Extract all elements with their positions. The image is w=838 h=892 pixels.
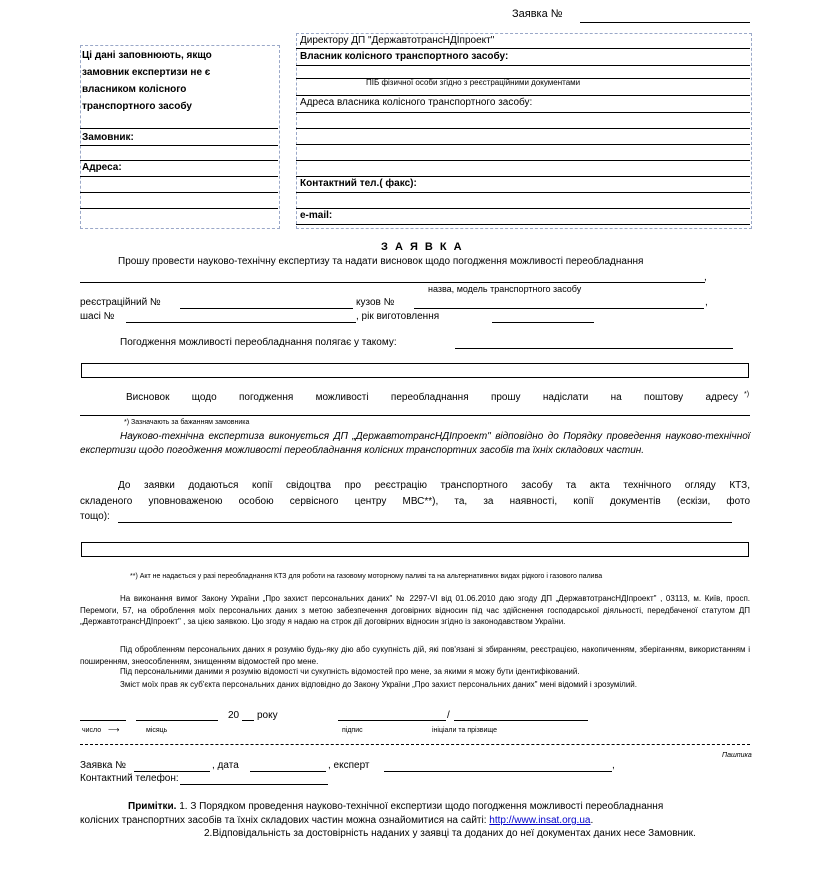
rule [296, 160, 750, 161]
year-field[interactable] [242, 720, 254, 721]
notes-title: Примітки. [128, 801, 177, 812]
conclusion-line: Висновок щодо погодження можливості переобладнання прошу надіслати на поштову адресу [126, 392, 738, 403]
office-application-label: Заявка № [80, 760, 126, 771]
customer-label: Замовник: [82, 132, 134, 143]
slash: / [447, 710, 450, 721]
arrow-icon: ⟶ [108, 725, 120, 734]
owner-address-field[interactable] [296, 112, 750, 113]
footnote-mark: *) [744, 391, 750, 398]
application-title: З А Я В К А [381, 241, 464, 253]
footnote-2: **) Акт не надається у разі переобладнання КТЗ для роботи на газовому моторному паливі та на альтернативних видах рідкого і газового палива [130, 573, 603, 580]
notes [128, 801, 663, 812]
left-note-line: замовник експертизи не є [82, 67, 211, 78]
body-number-label: кузов № [356, 297, 395, 308]
owner-field[interactable] [296, 65, 750, 66]
address-field[interactable] [80, 176, 278, 177]
rule [296, 176, 750, 177]
note-1: 1. З Порядком проведення науково-технічної експертизи щодо погодження можливості переобладнання [179, 801, 664, 812]
year-suffix: року [257, 710, 278, 721]
left-note-line: власником колісного [82, 84, 187, 95]
request-line: Прошу провести науково-технічну експертизу та надати висновок щодо погодження можливості переобладнання [118, 256, 644, 267]
application-number-label: Заявка № [512, 8, 563, 20]
comma: , [705, 297, 708, 308]
footnote-1: *) Зазначають за бажанням замовника [124, 419, 250, 426]
attachments-field-box[interactable] [81, 542, 749, 557]
owner-address-field-2[interactable] [296, 128, 750, 129]
office-date-field[interactable] [250, 771, 326, 772]
day-caption: число [82, 727, 102, 734]
owner-field-2[interactable] [296, 78, 750, 79]
consent-p4: Зміст моїх прав як суб'єкта персональних даних відповідно до Закону України „Про захист персональних даних" мені відомий і зрозумілий. [120, 680, 637, 689]
rule [296, 95, 750, 96]
owner-address-field-3[interactable] [296, 144, 750, 145]
vehicle-name-field[interactable] [80, 282, 705, 283]
attachments-field[interactable] [118, 522, 732, 523]
chassis-label: шасі № [80, 311, 115, 322]
cut-line [80, 744, 750, 745]
essence-label: Погодження можливості переобладнання полягає у такому: [120, 337, 397, 348]
sign-caption: підпис [342, 727, 363, 734]
postal-address-field[interactable] [80, 415, 750, 416]
italic-note: Науково-технічна експертиза виконується ДП „ДержавтотрансНДІпроект" відповідно до Порядку проведення науково-технічної експертизи щодо погодження можливості переобладнання колісних транспортних засобів та їхніх складових частин. [80, 431, 750, 456]
pib-caption: ПІБ фізичної особи згідно з реєстраційними документами [366, 78, 581, 87]
note-1-line2: колісних транспортних засобів та їхніх складових частин можна ознайомитися на сайті: [80, 815, 487, 826]
customer-field[interactable] [80, 145, 278, 146]
reg-number-field[interactable] [180, 308, 353, 309]
year-label: , рік виготовлення [356, 311, 440, 322]
consent-p3: Під персональними даними я розумію відомості чи сукупність відомостей про мене, за якими я можу бути ідентифікований. [120, 667, 580, 676]
consent-p2: Під обробленням персональних даних я розумію будь-яку дію або сукупність дій, які пов'язані зі збиранням, реєстрацією, накопиченням, зберіганням, використанням і поширенням, знеособленням, знищенням відомостей про мене. [80, 645, 750, 666]
year-field[interactable] [492, 322, 594, 323]
month-field[interactable] [136, 720, 218, 721]
body-number-field[interactable] [414, 308, 704, 309]
contact-field[interactable] [296, 192, 750, 193]
reg-number-label: реєстраційний № [80, 297, 161, 308]
note-1-line2-wrap [80, 815, 593, 826]
consent-p1: На виконання вимог Закону України „Про захист персональних даних" № 2297-VI від 01.06.2010 даю згоду ДП „ДержавтотрансНДІпроект" , 03113, м. Київ, просп. Перемоги, 57, на оброблення моїх персональних даних з метою забезпечення договірних відносин під час здійснення господарської діяльності, передбаченої статутом ДП „ДержавтотрансНДІпроект" , за цією заявкою. Цю згоду я надаю на строк дії договірних відносин згідно із законодавством України. [80, 594, 750, 626]
initials-caption: ініціали та прізвище [432, 727, 497, 734]
office-expert-field[interactable] [384, 771, 612, 772]
dot: . [590, 815, 594, 826]
owner-label: Власник колісного транспортного засобу: [300, 51, 509, 62]
rule [80, 128, 278, 129]
email-label: e-mail: [300, 210, 333, 221]
left-note-line: транспортного засобу [82, 101, 192, 112]
address-field-3[interactable] [80, 208, 278, 209]
attachments-line1: До заявки додаються копії свідоцтва про реєстрацію транспортного засобу та акта технічного огляду КТЗ, [118, 480, 750, 491]
rule [296, 48, 750, 49]
rule [296, 208, 750, 209]
customer-field-2[interactable] [80, 160, 278, 161]
signature-field[interactable] [338, 720, 446, 721]
day-field[interactable] [80, 720, 126, 721]
vehicle-name-caption: назва, модель транспортного засобу [428, 284, 582, 294]
note-2: 2.Відповідальність за достовірність наданих у заявці та доданих до неї документах даних несе Замовник. [204, 828, 696, 839]
office-expert-label: , експерт [328, 760, 370, 771]
application-number-field[interactable] [580, 22, 750, 23]
essence-field-box[interactable] [81, 363, 749, 378]
site-link[interactable]: http://www.insat.org.ua [489, 815, 591, 826]
attachments-line3: тощо): [80, 511, 110, 522]
address-label: Адреса: [82, 162, 122, 173]
office-phone-label: Контактний телефон: [80, 773, 179, 784]
left-note-line: Ці дані заповнюють, якщо [82, 50, 212, 61]
cut-label: Пашпика [722, 752, 752, 759]
chassis-field[interactable] [126, 322, 356, 323]
office-phone-field[interactable] [180, 784, 328, 785]
comma: , [704, 272, 707, 283]
director-line: Директору ДП "ДержавтотрансНДІпроект" [300, 35, 495, 46]
owner-address-label: Адреса власника колісного транспортного засобу: [300, 97, 533, 108]
comma: , [612, 760, 615, 771]
year-prefix: 20 [228, 710, 240, 721]
attachments-line2: складеного уповноваженою особою сервісного центру МВС**), та, за наявності, копії документів (ескізи, фото [80, 496, 750, 507]
email-field[interactable] [296, 224, 750, 225]
office-date-label: , дата [212, 760, 239, 771]
essence-field[interactable] [455, 348, 733, 349]
left-note [82, 47, 212, 115]
initials-field[interactable] [454, 720, 588, 721]
owner-box [296, 33, 752, 229]
month-caption: місяць [146, 727, 168, 734]
contact-label: Контактний тел.( факс): [300, 178, 417, 189]
office-application-field[interactable] [134, 771, 210, 772]
address-field-2[interactable] [80, 192, 278, 193]
